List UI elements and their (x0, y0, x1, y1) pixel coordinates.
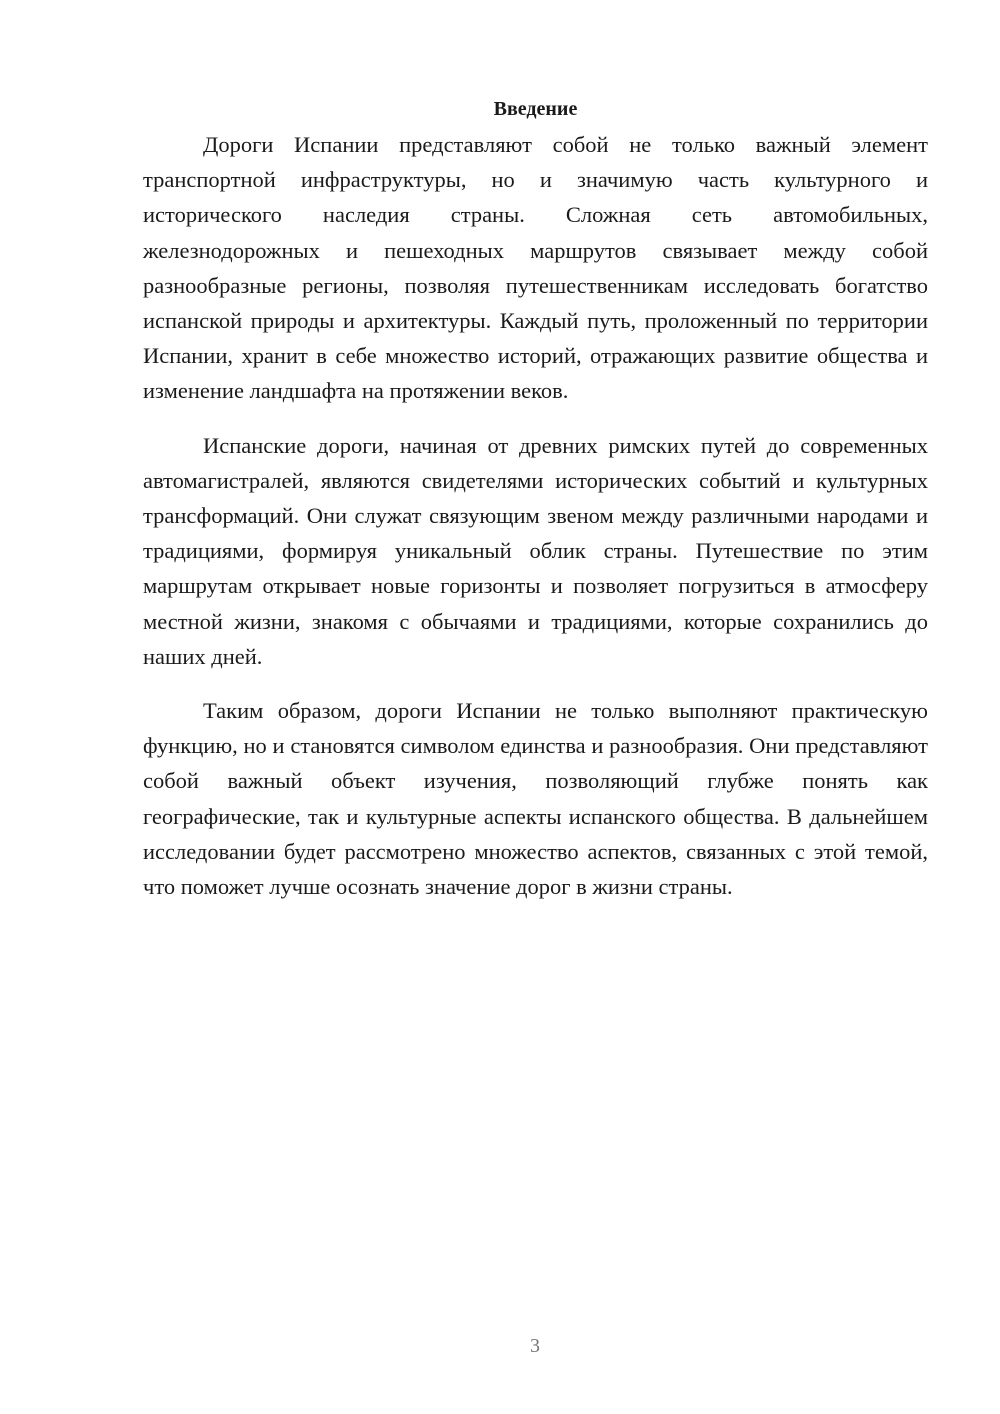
paragraph-2: Испанские дороги, начиная от древних римских путей до современных автомагистралей, являются свидетелями исторических событий и культурных трансформаций. Они служат связующим звеном между различными народами и традициями, формируя уникальный облик страны. Путешествие по этим маршрутам открывает новые горизонты и позволяет погрузиться в атмосферу местной жизни, знакомя с обычаями и традициями, которые сохранились до наших дней. (143, 432, 928, 669)
section-title: Введение (493, 98, 578, 120)
page-number: 3 (530, 1335, 540, 1357)
paragraph-1: Дороги Испании представляют собой не только важный элемент транспортной инфраструктуры, но и значимую часть культурного и исторического наследия страны. Сложная сеть автомобильных, железнодорожных и пешеходных маршрутов связывает между собой разнообразные регионы, позволяя путешественникам исследовать богатство испанской природы и архитектуры. Каждый путь, проложенный по территории Испании, хранит в себе множество историй, отражающих развитие общества и изменение ландшафта на протяжении веков. (143, 132, 928, 404)
paragraph-3: Таким образом, дороги Испании не только выполняют практическую функцию, но и становятся символом единства и разнообразия. Они представляют собой важный объект изучения, позволяющий глубже понять как географические, так и культурные аспекты испанского общества. В дальнейшем исследовании будет рассмотрено множество аспектов, связанных с этой темой, что поможет лучше осознать значение дорог в жизни страны. (143, 698, 928, 900)
document-body (143, 92, 928, 904)
